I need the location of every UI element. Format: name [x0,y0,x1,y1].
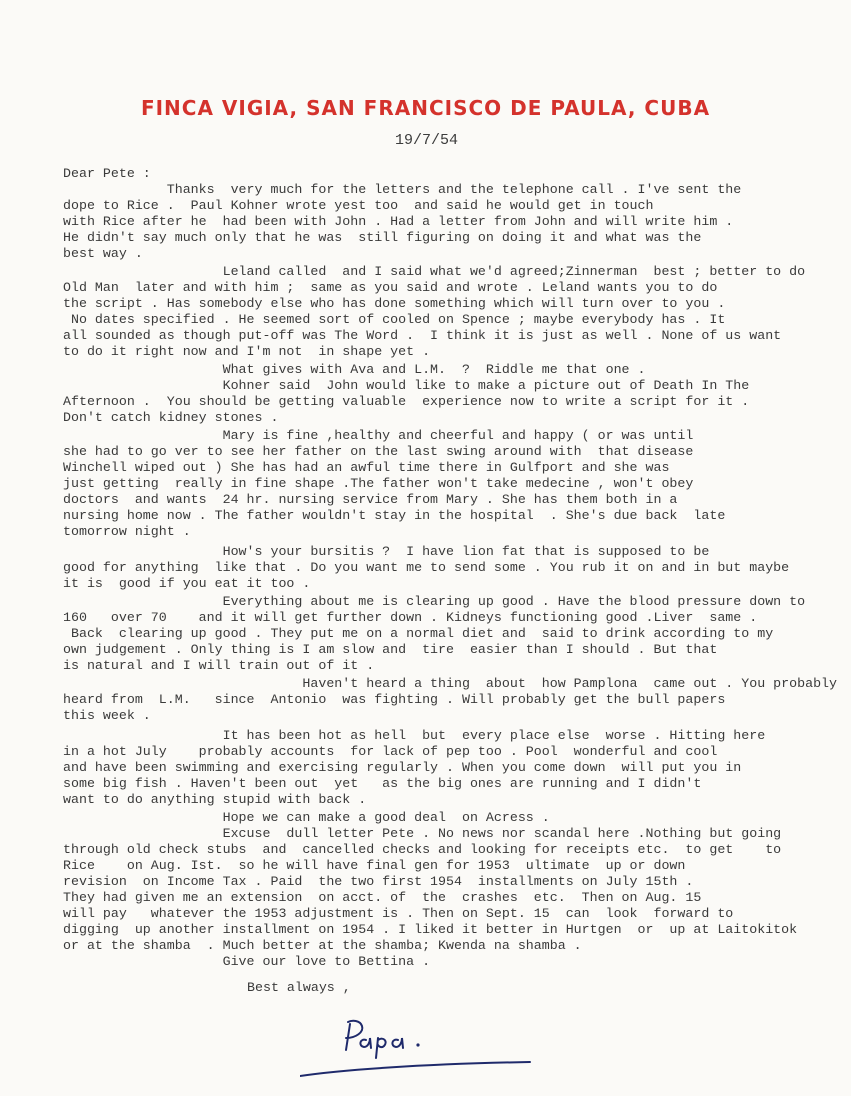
letter-line: revision on Income Tax . Paid the two first 1954 installments on July 15th . [63,874,694,889]
letter-line: What gives with Ava and L.M. ? Riddle me that one . [63,362,646,377]
letter-line: with Rice after he had been with John . Had a letter from John and will write him . [63,214,734,229]
letter-line: They had given me an extension on acct. of the crashes etc. Then on Aug. 15 [63,890,702,905]
letter-line: digging up another installment on 1954 . I liked it better in Hurtgen or up at Laitokitok [63,922,798,937]
letter-line: tomorrow night . [63,524,191,539]
letter-line: How's your bursitis ? I have lion fat that is supposed to be [63,544,710,559]
letter-line: He didn't say much only that he was still figuring on doing it and what was the [63,230,702,245]
letter-line: good for anything like that . Do you want me to send some . You rub it on and in but maybe [63,560,790,575]
letter-line: or at the shamba . Much better at the shamba; Kwenda na shamba . [63,938,582,953]
letter-line: want to do anything stupid with back . [63,792,367,807]
letter-line: Old Man later and with him ; same as you said and wrote . Leland wants you to do [63,280,718,295]
letterhead: FINCA VIGIA, SAN FRANCISCO DE PAULA, CUBA [140,96,711,120]
letter-line: nursing home now . The father wouldn't stay in the hospital . She's due back late [63,508,726,523]
letter-line: 160 over 70 and it will get further down . Kidneys functioning good .Liver same . [63,610,758,625]
letter-line: Kohner said John would like to make a picture out of Death In The [63,378,750,393]
letter-line: Haven't heard a thing about how Pamplona came out . You probably [63,676,838,691]
letter-line: Everything about me is clearing up good . Have the blood pressure down to [63,594,806,609]
letter-line: best way . [63,246,143,261]
letter-line: this week . [63,708,151,723]
letter-date: 19/7/54 [395,132,459,149]
letter-line: Rice on Aug. Ist. so he will have final gen for 1953 ultimate up or down [63,858,686,873]
letter-line: Don't catch kidney stones . [63,410,279,425]
letter-line: Back clearing up good . They put me on a normal diet and said to drink according to my [63,626,774,641]
letter-line: to do it right now and I'm not in shape yet . [63,344,431,359]
salutation: Dear Pete : [63,166,151,181]
letter-line: own judgement . Only thing is I am slow and tire easier than I should . But that [63,642,718,657]
letter-line: the script . Has somebody else who has done something which will turn over to you . [63,296,726,311]
letter-line: It has been hot as hell but every place else worse . Hitting here [63,728,766,743]
letter-line: Mary is fine ,healthy and cheerful and happy ( or was until [63,428,694,443]
letter-line: all sounded as though put-off was The Word . I think it is just as well . None of us want [63,328,782,343]
letter-line: Winchell wiped out ) She has had an awful time there in Gulfport and she was [63,460,670,475]
signature [300,1010,540,1090]
letter-line: and have been swimming and exercising regularly . When you come down will put you in [63,760,742,775]
letter-line: Give our love to Bettina . [63,954,431,969]
letter-line: Leland called and I said what we'd agreed;Zinnerman best ; better to do [63,264,806,279]
letter-line: No dates specified . He seemed sort of cooled on Spence ; maybe everybody has . It [63,312,726,327]
letter-line: in a hot July probably accounts for lack of pep too . Pool wonderful and cool [63,744,718,759]
letter-line: doctors and wants 24 hr. nursing service from Mary . She has them both in a [63,492,678,507]
letter-line: it is good if you eat it too . [63,576,311,591]
letter-line: just getting really in fine shape .The father won't take medecine , won't obey [63,476,694,491]
letter-line: she had to go ver to see her father on the last swing around with that disease [63,444,694,459]
letter-line: Thanks very much for the letters and the telephone call . I've sent the [63,182,742,197]
letter-line: will pay whatever the 1953 adjustment is . Then on Sept. 15 can look forward to [63,906,734,921]
letter-line: through old check stubs and cancelled checks and looking for receipts etc. to get to [63,842,782,857]
letter-line: Afternoon . You should be getting valuable experience now to write a script for it . [63,394,750,409]
letter-line: heard from L.M. since Antonio was fighting . Will probably get the bull papers [63,692,726,707]
letter-line: Excuse dull letter Pete . No news nor scandal here .Nothing but going [63,826,782,841]
letter-line: is natural and I will train out of it . [63,658,375,673]
closing: Best always , [247,980,351,995]
letter-line: Hope we can make a good deal on Acress . [63,810,550,825]
letter-line: dope to Rice . Paul Kohner wrote yest too and said he would get in touch [63,198,654,213]
letter-line: some big fish . Haven't been out yet as the big ones are running and I didn't [63,776,702,791]
